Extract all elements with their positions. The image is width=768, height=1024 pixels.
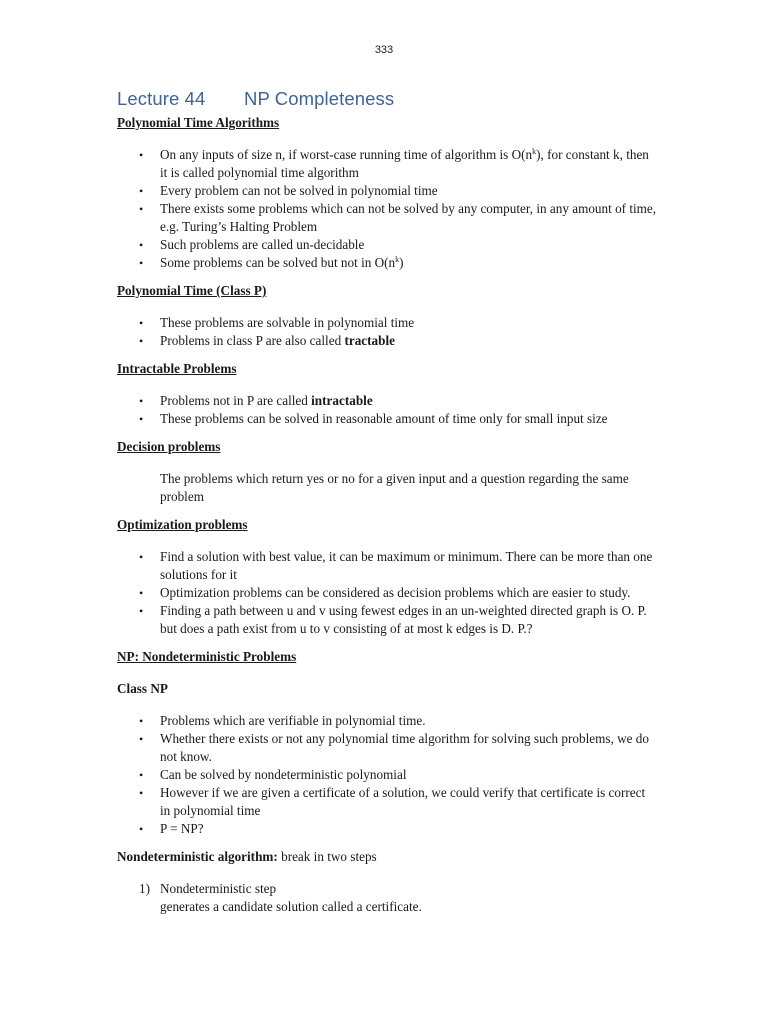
- list-item: • There exists some problems which can not be solved by any computer, in any amount of time, e.g. Turing’s Halting Problem: [117, 200, 657, 236]
- document-body: [117, 114, 657, 916]
- section-heading-class-p: Polynomial Time (Class P): [117, 283, 267, 298]
- list-item: • P = NP?: [117, 820, 657, 838]
- list-item: • Find a solution with best value, it can be maximum or minimum. There can be more than one solutions for it: [117, 548, 657, 584]
- list-item: • These problems can be solved in reasonable amount of time only for small input size: [117, 410, 657, 428]
- list-item: • These problems are solvable in polynomial time: [117, 314, 657, 332]
- section-heading-class-np: Class NP: [117, 681, 168, 696]
- list-item: • Such problems are called un-decidable: [117, 236, 657, 254]
- lecture-title: [117, 88, 394, 110]
- list-item: 1) Nondeterministic step generates a candidate solution called a certificate.: [139, 881, 422, 914]
- nd-algorithm-label: Nondeterministic algorithm:: [117, 849, 278, 864]
- bullet-list: [117, 146, 657, 272]
- steps-list: [117, 880, 657, 916]
- list-item: • Problems in class P are also called tractable: [117, 332, 657, 350]
- bullet-list: [117, 392, 657, 428]
- nd-algorithm-line: [117, 848, 657, 866]
- section-heading-decision: Decision problems: [117, 439, 221, 454]
- list-item: • Problems not in P are called intractable: [117, 392, 657, 410]
- decision-paragraph: The problems which return yes or no for a given input and a question regarding the same problem: [160, 471, 629, 504]
- list-item: • Can be solved by nondeterministic polynomial: [117, 766, 657, 784]
- list-item: • However if we are given a certificate of a solution, we could verify that certificate is correct in polynomial time: [117, 784, 657, 820]
- list-item: • Finding a path between u and v using fewest edges in an un-weighted directed graph is O. P. but does a path exist from u to v consisting of at most k edges is D. P.?: [117, 602, 657, 638]
- page-number: 333: [374, 44, 394, 56]
- bullet-list: [117, 712, 657, 838]
- bullet-list: [117, 548, 657, 638]
- list-item: • Whether there exists or not any polynomial time algorithm for solving such problems, we do not know.: [117, 730, 657, 766]
- lecture-number: Lecture 44: [117, 88, 206, 109]
- list-item: • Problems which are verifiable in polynomial time.: [117, 712, 657, 730]
- section-heading-poly-time: Polynomial Time Algorithms: [117, 115, 280, 130]
- section-heading-np: NP: Nondeterministic Problems: [117, 649, 297, 664]
- list-item: • On any inputs of size n, if worst-case running time of algorithm is $O(n^k)$, for constant k, then it is called polynomial time algorithm: [117, 146, 657, 182]
- bullet-list: [117, 314, 657, 350]
- nd-algorithm-text: break in two steps: [277, 849, 377, 864]
- lecture-topic: NP Completeness: [244, 88, 395, 109]
- list-item: • Optimization problems can be considered as decision problems which are easier to study.: [117, 584, 657, 602]
- list-item: • Some problems can be solved but not in $O(n^k)$: [117, 254, 657, 272]
- section-heading-optimization: Optimization problems: [117, 517, 248, 532]
- list-item: • Every problem can not be solved in polynomial time: [117, 182, 657, 200]
- section-heading-intractable: Intractable Problems: [117, 361, 237, 376]
